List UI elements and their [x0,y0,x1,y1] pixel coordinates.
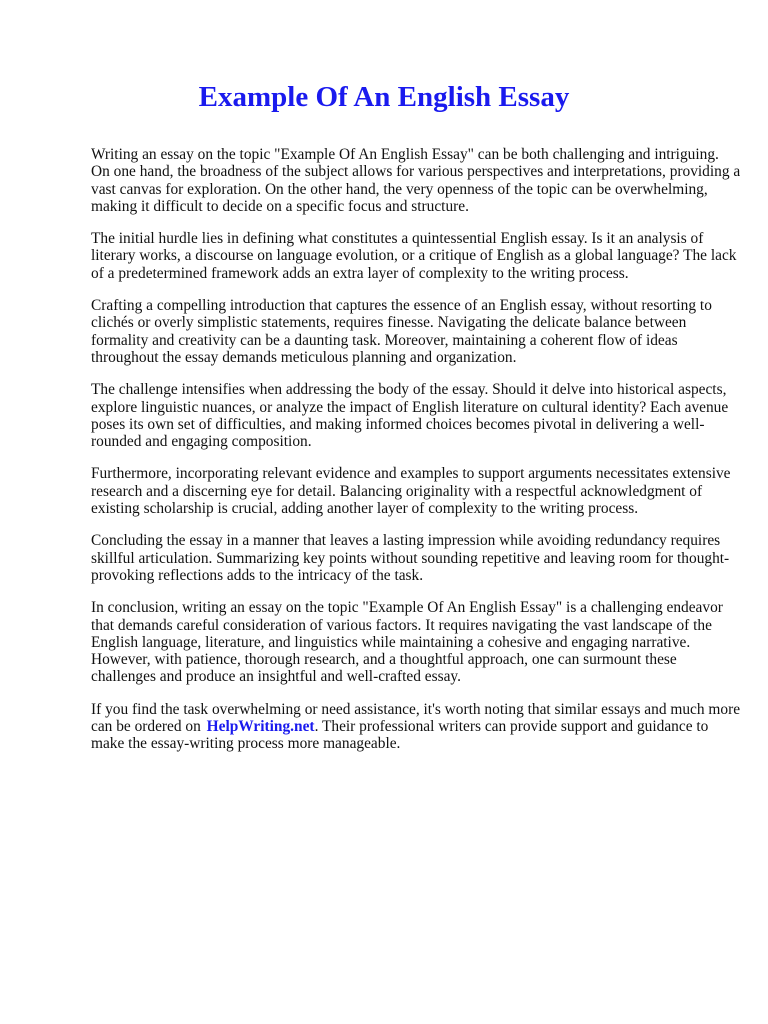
page-title: Example Of An English Essay [198,81,570,113]
paragraph-1: Writing an essay on the topic "Example Of An English Essay" can be both challenging and intriguing. On one hand, the broadness of the subject allows for various perspectives and interpretations, providing a vast canvas for exploration. On the other hand, the very openness of the topic can be overwhelming, making it difficult to decide on a specific focus and structure. [91,146,741,215]
paragraph-6: Concluding the essay in a manner that leaves a lasting impression while avoiding redundancy requires skillful articulation. Summarizing key points without sounding repetitive and leaving room for thought-provoking reflections adds to the intricacy of the task. [91,532,730,584]
paragraph-8-after-link: . Their professional writers can provide support and guidance to make the essay-writing process more manageable. [91,718,709,753]
paragraph-8 [91,701,741,753]
paragraph-4: The challenge intensifies when addressing the body of the essay. Should it delve into historical aspects, explore linguistic nuances, or analyze the impact of English literature on cultural identity? Each avenue poses its own set of difficulties, and making informed choices becomes pivotal in delivering a well-rounded and engaging composition. [91,381,729,451]
essay-body [91,146,741,768]
paragraph-5: Furthermore, incorporating relevant evidence and examples to support arguments necessitates extensive research and a discerning eye for detail. Balancing originality with a respectful acknowledgment of existing scholarship is crucial, adding another layer of complexity to the writing process. [91,465,731,518]
paragraph-8-before-link: If you find the task overwhelming or need assistance, it's worth noting that similar essays and much more can be ordered on [91,700,741,736]
paragraph-3: Crafting a compelling introduction that captures the essence of an English essay, without resorting to clichés or overly simplistic statements, requires finesse. Navigating the delicate balance between formality and creativity can be a daunting task. Moreover, maintaining a coherent flow of ideas throughout the essay demands meticulous planning and organization. [91,297,712,366]
helpwriting-link[interactable]: HelpWriting.net [206,718,315,736]
paragraph-2: The initial hurdle lies in defining what constitutes a quintessential English essay. Is it an analysis of literary works, a discourse on language evolution, or a critique of English as a global language? The lack of a predetermined framework adds an extra layer of complexity to the writing process. [91,230,737,282]
paragraph-7: In conclusion, writing an essay on the topic "Example Of An English Essay" is a challenging endeavor that demands careful consideration of various factors. It requires navigating the vast landscape of the English language, literature, and linguistics while maintaining a cohesive and engaging narrative. However, with patience, thorough research, and a thoughtful approach, one can surmount these challenges and produce an insightful and well-crafted essay. [91,599,723,686]
